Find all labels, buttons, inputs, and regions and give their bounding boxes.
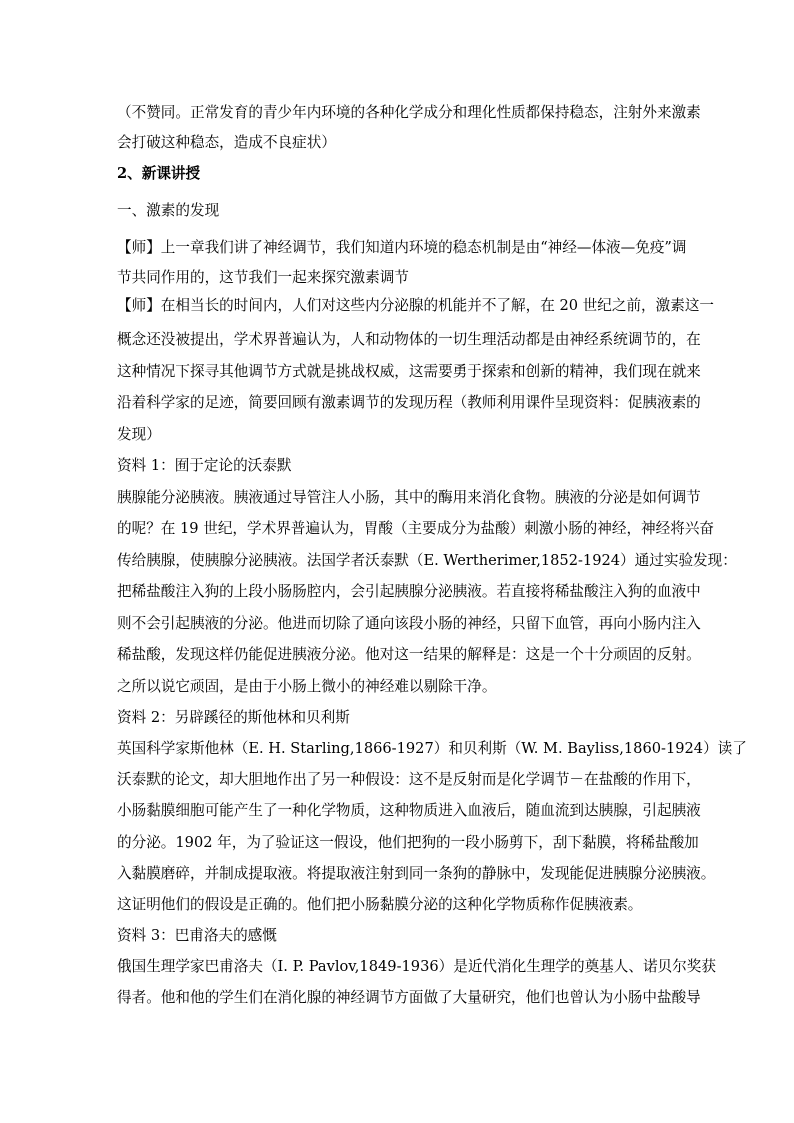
section-heading: 2、新课讲授 [117, 165, 201, 182]
material-heading: 资料 3：巴甫洛夫的感慨 [117, 927, 277, 944]
text-line: 的呢？在 19 世纪，学术界普遍认为，胃酸（主要成分为盐酸）刺激小肠的神经，神经将兴奋 [117, 520, 715, 537]
text-line: 这种情况下探寻其他调节方式就是挑战权威，这需要勇于探索和创新的精神，我们现在就来 [117, 363, 701, 380]
text-line: 节共同作用的，这节我们一起来探究激素调节 [117, 269, 409, 286]
text-line: （不赞同。正常发育的青少年内环境的各种化学成分和理化性质都保持稳态，注射外来激素 [117, 104, 701, 121]
text-line: 小肠黏膜细胞可能产生了一种化学物质，这种物质进入血液后，随血流到达胰腺，引起胰液 [117, 802, 701, 819]
text-line: 【师】在相当长的时间内，人们对这些内分泌腺的机能并不了解，在 20 世纪之前，激素这一 [117, 297, 715, 314]
subsection-heading: 一、激素的发现 [117, 202, 220, 219]
material-heading: 资料 2：另辟蹊径的斯他林和贝利斯 [117, 709, 350, 726]
text-line: 沃泰默的论文，却大胆地作出了另一种假设：这不是反射而是化学调节－在盐酸的作用下， [117, 771, 701, 788]
text-line: 英国科学家斯他林（E. H. Starling,1866-1927）和贝利斯（W. M. Bayliss,1860-1924）读了 [117, 740, 747, 757]
text-line: 【师】上一章我们讲了神经调节，我们知道内环境的稳态机制是由“神经—体液—免疫”调 [117, 239, 687, 256]
text-line: 传给胰腺，使胰腺分泌胰液。法国学者沃泰默（E. Wertherimer,1852-1924）通过实验发现： [117, 552, 737, 569]
text-line: 会打破这种稳态，造成不良症状） [117, 134, 336, 151]
text-line: 这证明他们的假设是正确的。他们把小肠黏膜分泌的这种化学物质称作促胰液素。 [117, 896, 643, 913]
text-line: 入黏膜磨碎，并制成提取液。将提取液注射到同一条狗的静脉中，发现能促进胰腺分泌胰液。 [117, 865, 716, 882]
text-line: 得者。他和他的学生们在消化腺的神经调节方面做了大量研究，他们也曾认为小肠中盐酸导 [117, 989, 701, 1006]
text-line: 的分泌。1902 年，为了验证这一假设，他们把狗的一段小肠剪下，刮下黏膜，将稀盐酸加 [117, 834, 699, 851]
text-line: 稀盐酸，发现这样仍能促进胰液分泌。他对这一结果的解释是：这是一个十分顽固的反射。 [117, 646, 701, 663]
text-line: 之所以说它顽固，是由于小肠上微小的神经难以剔除干净。 [117, 678, 497, 695]
text-line: 把稀盐酸注入狗的上段小肠肠腔内，会引起胰腺分泌胰液。若直接将稀盐酸注入狗的血液中 [117, 583, 701, 600]
material-heading: 资料 1：囿于定论的沃泰默 [117, 457, 292, 474]
text-line: 俄国生理学家巴甫洛夫（I. P. Pavlov,1849-1936）是近代消化生理学的奠基人、诺贝尔奖获 [117, 958, 716, 975]
text-line: 胰腺能分泌胰液。胰液通过导管注人小肠，其中的酶用来消化食物。胰液的分泌是如何调节 [117, 489, 701, 506]
text-line: 发现） [117, 426, 161, 443]
text-line: 沿着科学家的足迹，简要回顾有激素调节的发现历程（教师利用课件呈现资料：促胰液素的 [117, 394, 701, 411]
text-line: 概念还没被提出，学术界普遍认为，人和动物体的一切生理活动都是由神经系统调节的，在 [117, 331, 701, 348]
text-line: 则不会引起胰液的分泌。他进而切除了通向该段小肠的神经，只留下血管，再向小肠内注入 [117, 615, 701, 632]
